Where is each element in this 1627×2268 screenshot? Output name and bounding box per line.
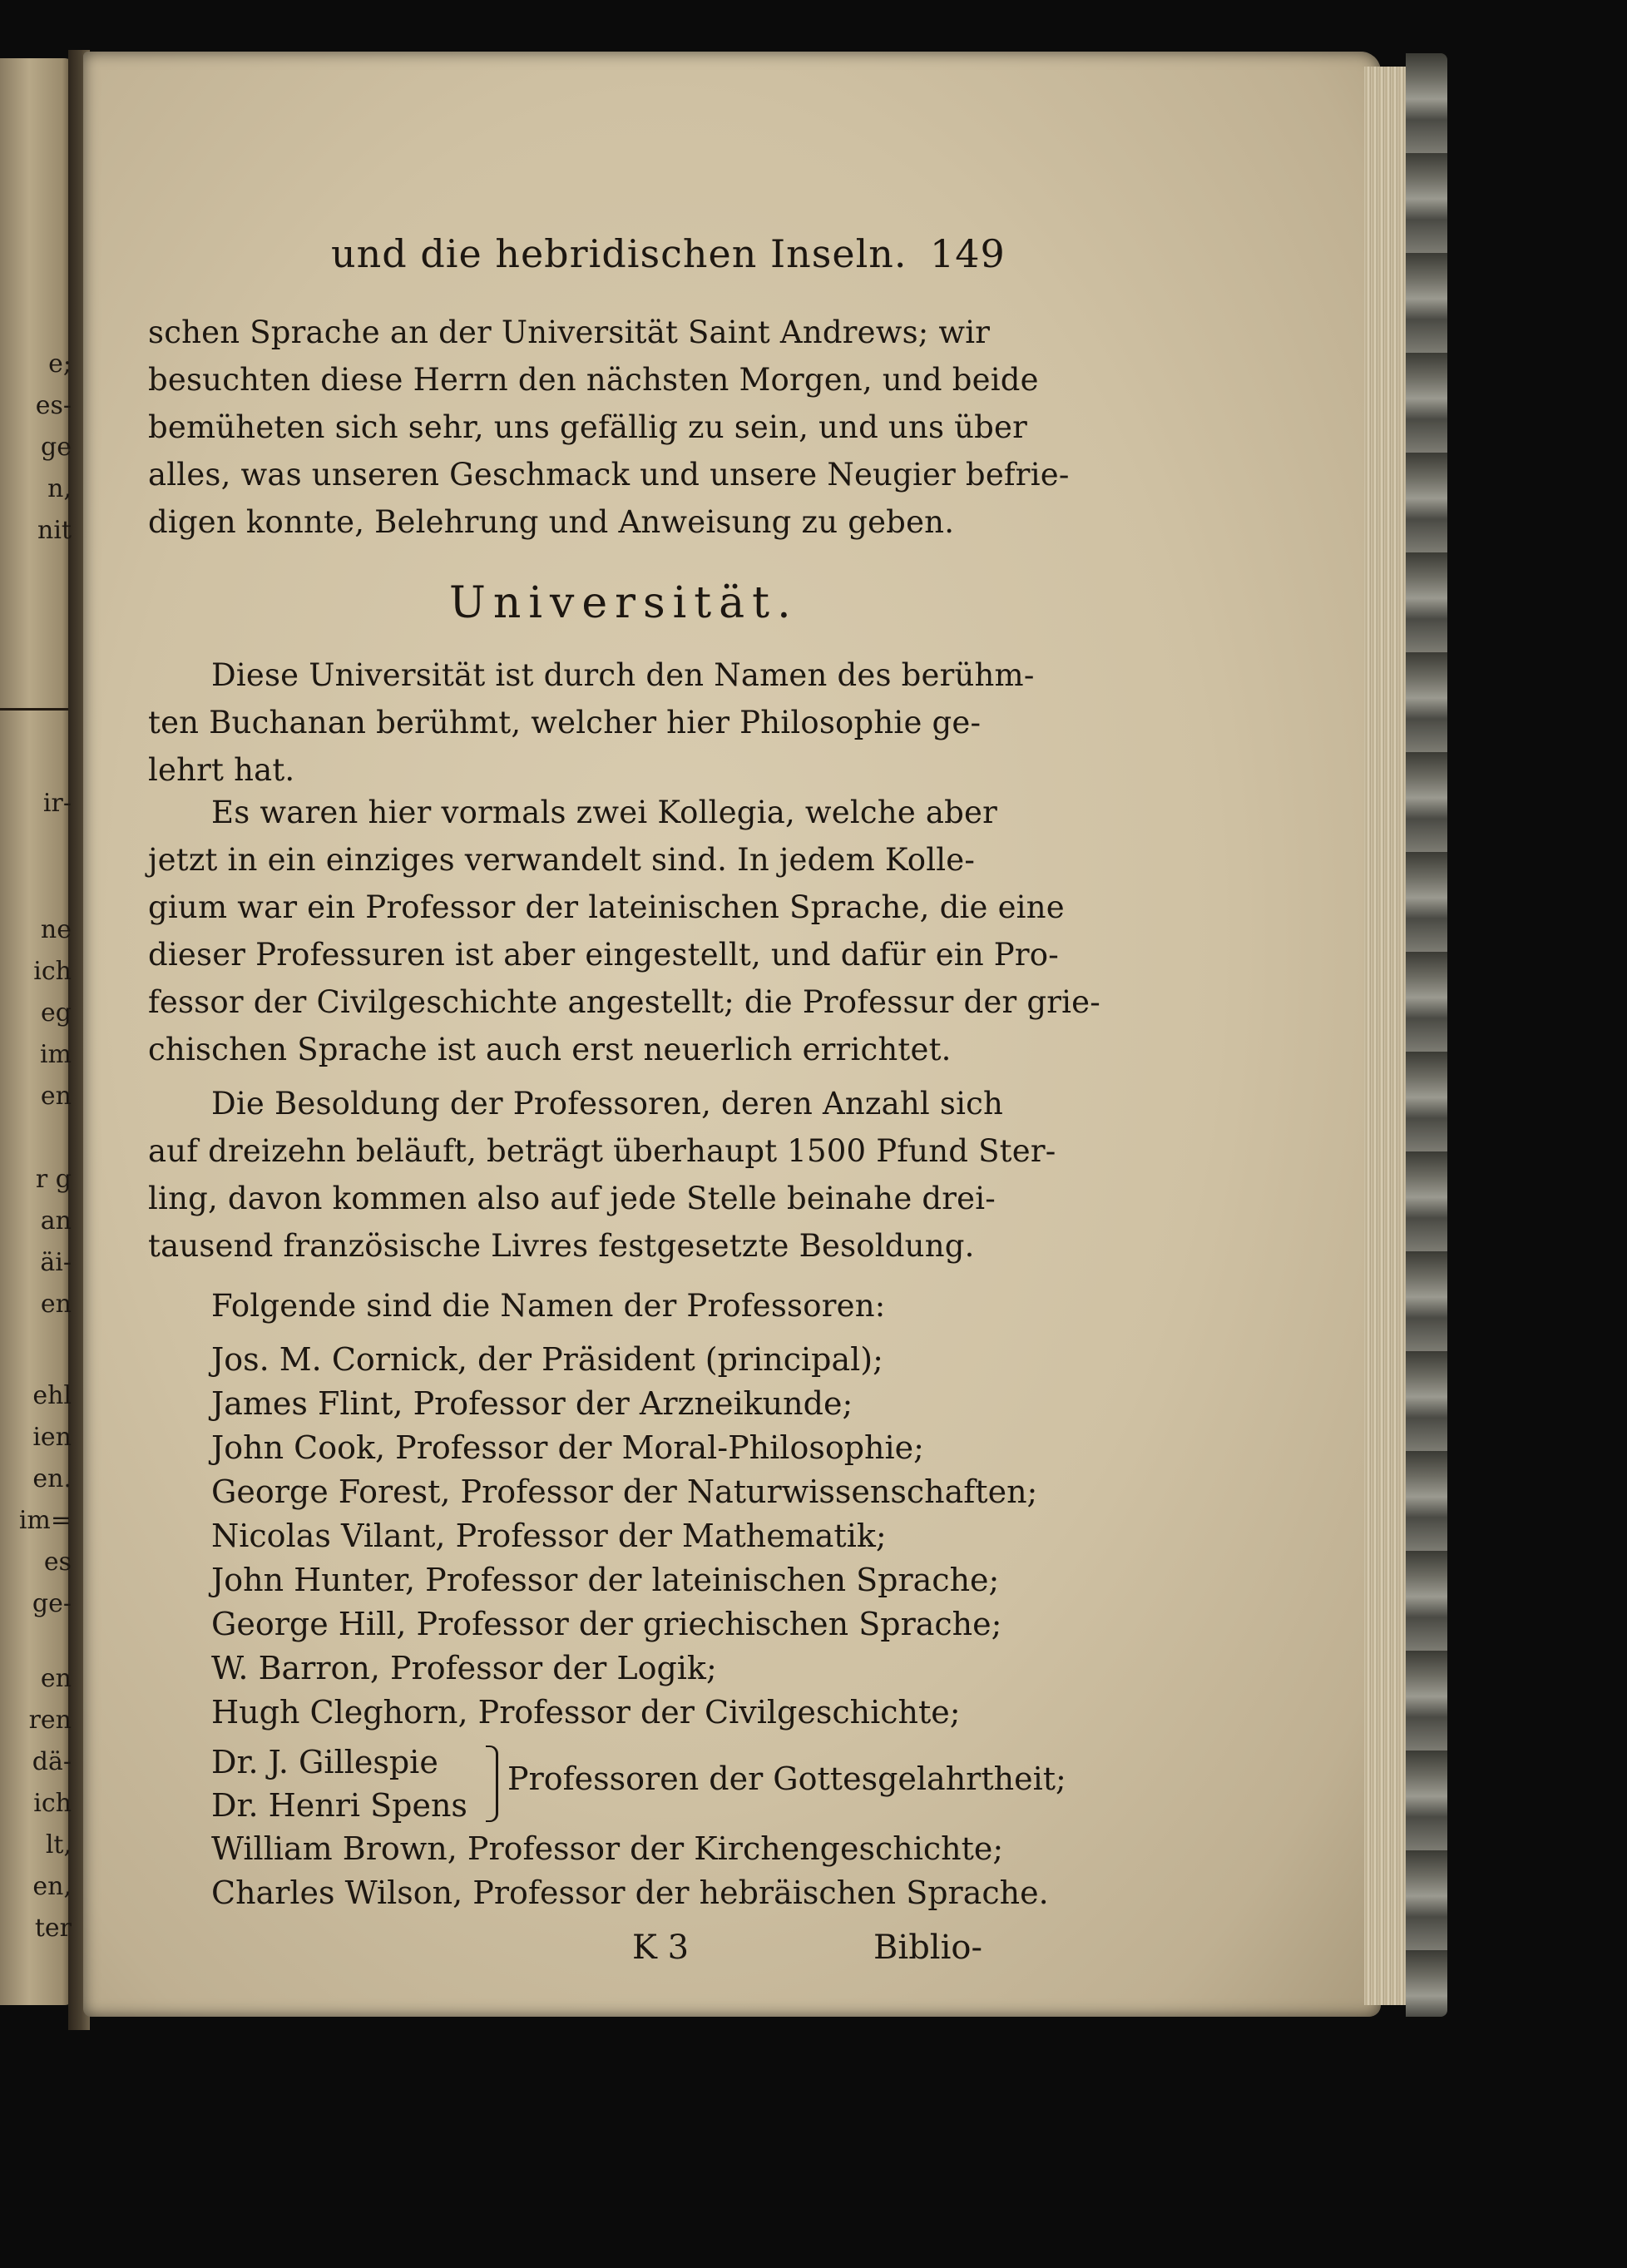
professor-entry: George Forest, Professor der Naturwissenschaften; (211, 1473, 1038, 1510)
braced-title: Professoren der Gottesgelahrtheit; (507, 1760, 1066, 1797)
left-page-fragment: ren (28, 1706, 72, 1735)
body-line: Es waren hier vormals zwei Kollegia, welche aber (211, 795, 998, 830)
body-line: jetzt in ein einziges verwandelt sind. In jedem Kolle- (148, 842, 976, 878)
left-page-fragment: es- (35, 391, 72, 420)
left-page-fragment: an (40, 1206, 72, 1236)
section-heading: Universität. (449, 578, 799, 628)
left-page-fragment: es (43, 1547, 72, 1577)
left-page-fragment: ge (41, 433, 72, 462)
body-line: ten Buchanan berühmt, welcher hier Philosophie ge- (148, 705, 982, 740)
braced-name: Dr. Henri Spens (211, 1787, 467, 1824)
left-page-fragment: ich (33, 957, 72, 986)
body-line: gium war ein Professor der lateinischen Sprache, die eine (148, 889, 1065, 925)
running-header-title: und die hebridischen Inseln. (331, 231, 907, 276)
professor-entry: Hugh Cleghorn, Professor der Civilgeschichte; (211, 1694, 961, 1731)
body-line: besuchten diese Herrn den nächsten Morgen, und beide (148, 362, 1039, 398)
professor-entry: Charles Wilson, Professor der hebräischen Sprache. (211, 1874, 1049, 1911)
left-page-fragment: äi- (40, 1248, 72, 1277)
left-page-fragment: en (40, 1664, 72, 1693)
body-line: bemüheten sich sehr, uns gefällig zu sein, und uns über (148, 409, 1028, 445)
left-page-fragment: ir- (42, 789, 72, 818)
left-page-fragment: ehl (32, 1381, 72, 1410)
professor-entry: Nicolas Vilant, Professor der Mathematik; (211, 1518, 887, 1554)
body-line: alles, was unseren Geschmack und unsere Neugier befrie- (148, 457, 1070, 493)
left-page-fragment: ne (40, 915, 72, 944)
body-line: Diese Universität ist durch den Namen des berühm- (211, 657, 1035, 693)
body-line: fessor der Civilgeschichte angestellt; die Professur der grie- (148, 984, 1100, 1020)
professor-entry: W. Barron, Professor der Logik; (211, 1650, 717, 1686)
professor-entry: John Hunter, Professor der lateinischen Sprache; (211, 1562, 1000, 1598)
left-page-fragment: en (40, 1290, 72, 1319)
left-page-fragment: en, (32, 1872, 72, 1901)
body-line: lehrt hat. (148, 752, 295, 788)
body-line: Die Besoldung der Professoren, deren Anzahl sich (211, 1086, 1004, 1122)
left-page-fragment: ich (33, 1789, 72, 1818)
body-line: auf dreizehn beläuft, beträgt überhaupt 1500 Pfund Ster- (148, 1133, 1056, 1169)
left-page-fragment: nit (37, 516, 72, 545)
braced-professors (211, 1741, 1066, 1832)
body-line: schen Sprache an der Universität Saint Andrews; wir (148, 314, 991, 350)
left-page-fragment: ien (32, 1423, 72, 1452)
signature-mark: K 3 (632, 1929, 690, 1967)
body-line: ling, davon kommen also auf jede Stelle beinahe drei- (148, 1181, 996, 1216)
running-header (331, 231, 1006, 276)
left-page-fragment: en. (32, 1464, 72, 1493)
page-number: 149 (930, 231, 1006, 276)
professor-entry: James Flint, Professor der Arzneikunde; (211, 1385, 853, 1422)
braced-names (211, 1741, 467, 1827)
left-page-fragment: dä- (32, 1747, 72, 1776)
catchword: Biblio- (873, 1929, 982, 1967)
left-page-fragment: eg (41, 998, 72, 1028)
left-page-fragment: e; (48, 349, 72, 379)
left-page-fragment: im (39, 1040, 72, 1069)
curly-brace (486, 1746, 498, 1822)
body-line: tausend französische Livres festgesetzte Besoldung. (148, 1228, 975, 1264)
professor-entry: William Brown, Professor der Kirchengeschichte; (211, 1830, 1004, 1867)
left-page-fragment: lt, (45, 1830, 72, 1859)
left-page-fragment: en (40, 1082, 72, 1111)
body-line: digen konnte, Belehrung und Anweisung zu geben. (148, 504, 955, 540)
left-page-fragment: r g (35, 1165, 72, 1194)
left-page-fragment: n, (47, 474, 72, 503)
professor-entry: Jos. M. Cornick, der Präsident (principal); (211, 1341, 883, 1378)
body-line: chischen Sprache ist auch erst neuerlich errichtet. (148, 1032, 952, 1067)
left-page-fragment: ge- (32, 1589, 72, 1618)
braced-name: Dr. J. Gillespie (211, 1744, 438, 1780)
book-spine (1406, 53, 1447, 2017)
professor-entry: George Hill, Professor der griechischen Sprache; (211, 1606, 1002, 1642)
left-page-rule (0, 708, 68, 711)
professor-entry: John Cook, Professor der Moral-Philosophie; (211, 1429, 924, 1466)
left-page-fragment: ter (34, 1914, 72, 1943)
list-intro: Folgende sind die Namen der Professoren: (211, 1288, 886, 1324)
left-page-fragment: im= (18, 1506, 72, 1535)
body-line: dieser Professuren ist aber eingestellt, und dafür ein Pro- (148, 937, 1059, 973)
